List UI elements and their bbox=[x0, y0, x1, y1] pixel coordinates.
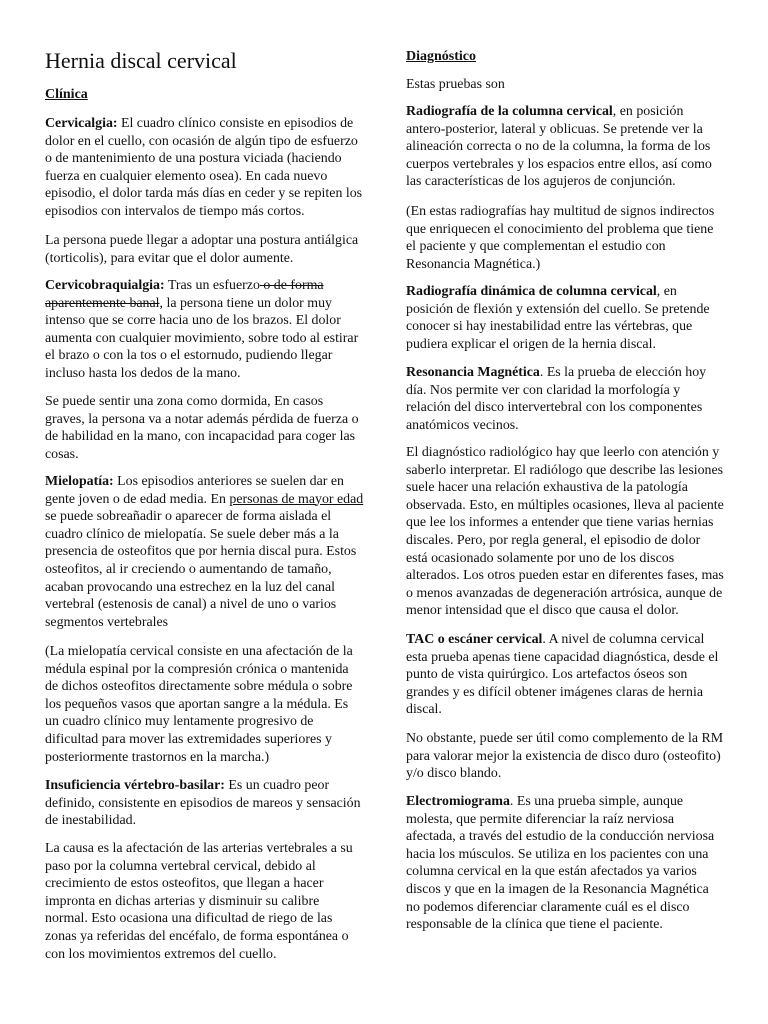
paragraph-text: Se puede sentir una zona como dormida, En casos graves, la persona va a notar además pérdida de fuerza o de habilidad en la mano, con incapacidad para coger las cosas. bbox=[45, 394, 359, 462]
term-insuficiencia: Insuficiencia vértebro-basilar: bbox=[45, 778, 225, 793]
term-radiografia: Radiografía de la columna cervical bbox=[406, 104, 613, 119]
paragraph-no-obstante: No obstante, puede ser útil como complemento de la RM para valorar mejor la existencia de disco duro (osteofito) y/o disco blando. bbox=[406, 731, 724, 782]
paragraph-text: . Es una prueba simple, aunque molesta, que permite diferenciar la raíz nerviosa afectada, a través del estudio de la conducción nerviosa hacia los músculos. Se utiliza en los pacientes con una columna cervical en la que están afectados ya varios discos y que en la imagen de la Resonancia Magnética no podemos diferenciar claramente cuál es el disco responsable de la clínica que tiene el paciente. bbox=[406, 794, 715, 933]
term-cervicobraquialgia: Cervicobraquialgia: bbox=[45, 278, 165, 293]
term-radiografia-dinamica: Radiografía dinámica de columna cervical bbox=[406, 284, 657, 299]
paragraph-mielopatia bbox=[45, 473, 365, 631]
paragraph-text: Tras un esfuerzo bbox=[164, 278, 260, 293]
paragraph-text: Es un cuadro peor definido, consistente en episodios de mareos y sensación de inestabilidad. bbox=[45, 778, 361, 829]
section-title-diagnostico: Diagnóstico bbox=[406, 49, 476, 64]
paragraph-tac bbox=[406, 631, 724, 719]
term-cervicalgia: Cervicalgia: bbox=[45, 116, 118, 131]
paragraph-zona-dormida bbox=[45, 393, 365, 463]
paragraph-insuficiencia bbox=[45, 777, 365, 830]
paragraph-resonancia bbox=[406, 364, 724, 434]
paragraph-radiografia-nota: (En estas radiografías hay multitud de signos indirectos que enriquecen el conocimiento del problema que tiene el paciente y que complementan el estudio con Resonancia Magnética.) bbox=[406, 204, 715, 272]
term-tac: TAC o escáner cervical bbox=[406, 632, 543, 647]
underlined-text: personas de mayor edad bbox=[229, 491, 364, 507]
paragraph-text: Los episodios anteriores se suelen dar en gente joven o de edad media. En bbox=[45, 474, 344, 507]
term-resonancia: Resonancia Magnética bbox=[406, 365, 540, 380]
paragraph-cervicobraquialgia bbox=[45, 277, 365, 383]
paragraph-mielopatia-detalle: (La mielopatía cervical consiste en una afectación de la médula espinal por la compresión crónica o mantenida de dichos osteofitos directamente sobre médula o sobre los pequeños vasos que aportan sangre a la médula. Es un cuadro clínico muy lentamente progresivo de dificultad para mover las extremidades superiores y posteriormente trastornos en la marcha.) bbox=[45, 644, 353, 765]
paragraph-electromiograma bbox=[406, 793, 724, 934]
paragraph-postura: La persona puede llegar a adoptar una postura antiálgica (torticolis), para evitar que el dolor aumente. bbox=[45, 233, 359, 266]
paragraph-text: se puede sobreañadir o aparecer de forma aislada el cuadro clínico de mielopatía. Se suele deber más a la presencia de osteofitos que por hernia discal pura. Estos osteofitos, al ir creciendo o aumentando de tamaño, acaban provocando una estrechez en la luz del canal vertebral (estenosis de canal) a nivel de uno o varios segmentos vertebrales bbox=[45, 509, 357, 630]
paragraph-cervicalgia bbox=[45, 115, 365, 221]
paragraph-causa: La causa es la afectación de las arterias vertebrales a su paso por la columna vertebral cervical, debido al crecimiento de estos osteofitos, que llegan a hacer impronta en dichas arterias y disminuir su calibre normal. Esto ocasiona una dificultad de riego de las zonas ya referidas del encéfalo, de forma espontánea o con los movimientos extremos del cuello. bbox=[45, 841, 353, 962]
paragraph-radiografia bbox=[406, 103, 724, 191]
term-mielopatia: Mielopatía: bbox=[45, 474, 114, 489]
paragraph-diagnostico-radiologico: El diagnóstico radiológico hay que leerlo con atención y saberlo interpretar. El radiólogo que describe las lesiones suele hacer una relación exhaustiva de la patología observada. Esto, en múltiples ocasiones, lleva al paciente que lee los informes a entender que tiene varias hernias discales. Pero, por regla general, el episodio de dolor está ocasionado solamente por uno de los discos alterados. Los otros pueden estar en diferentes fases, mas o menos avanzadas de degeneración artrósica, aunque de menor intensidad que el disco que causa el dolor. bbox=[406, 445, 724, 619]
paragraph-text: . Es la prueba de elección hoy día. Nos permite ver con claridad la morfología y relación del disco intervertebral con los componentes anatómicos vecinos. bbox=[406, 365, 707, 433]
paragraph-text: , la persona tiene un dolor muy intenso que se corre hacia uno de los brazos. El dolor aumenta con cualquier movimiento, sobre todo al estirar el brazo o con la tos o el estornudo, pudiendo llegar incluso hasta los dedos de la mano. bbox=[45, 295, 359, 381]
paragraph-radiografia-dinamica bbox=[406, 283, 724, 353]
document-title: Hernia discal cervical bbox=[45, 48, 237, 73]
paragraph-text: , en posición antero-posterior, lateral y oblicuas. Se pretende ver la alineación correcta o no de la columna, la forma de los cuerpos vertebrales y los espacios entre ellos, así como las características de los agujeros de conjunción. bbox=[406, 104, 712, 190]
term-electromiograma: Electromiograma bbox=[406, 794, 510, 809]
paragraph-text: . A nivel de columna cervical esta prueba apenas tiene capacidad diagnóstica, desde el punto de vista quirúrgico. Los artefactos óseos son grandes y es difícil obtener imágenes claras de hernia discal. bbox=[406, 632, 719, 718]
paragraph-intro: Estas pruebas son bbox=[406, 77, 505, 92]
struck-text: o de forma aparentemente banal bbox=[45, 278, 324, 311]
paragraph-text: El cuadro clínico consiste en episodios de dolor en el cuello, con ocasión de algún tipo de esfuerzo o de mantenimiento de una postura viciada (haciendo fuerza en cualquier elemento osea). En cada nuevo episodio, el dolor tarda más días en ceder y se repiten los episodios con intervalos de tiempo más cortos. bbox=[45, 116, 363, 219]
section-title-clinica: Clínica bbox=[45, 87, 88, 102]
paragraph-text: , en posición de flexión y extensión del cuello. Se pretende conocer si hay inestabilidad entre las vértebras, que pudiera explicar el origen de la hernia discal. bbox=[406, 284, 710, 352]
